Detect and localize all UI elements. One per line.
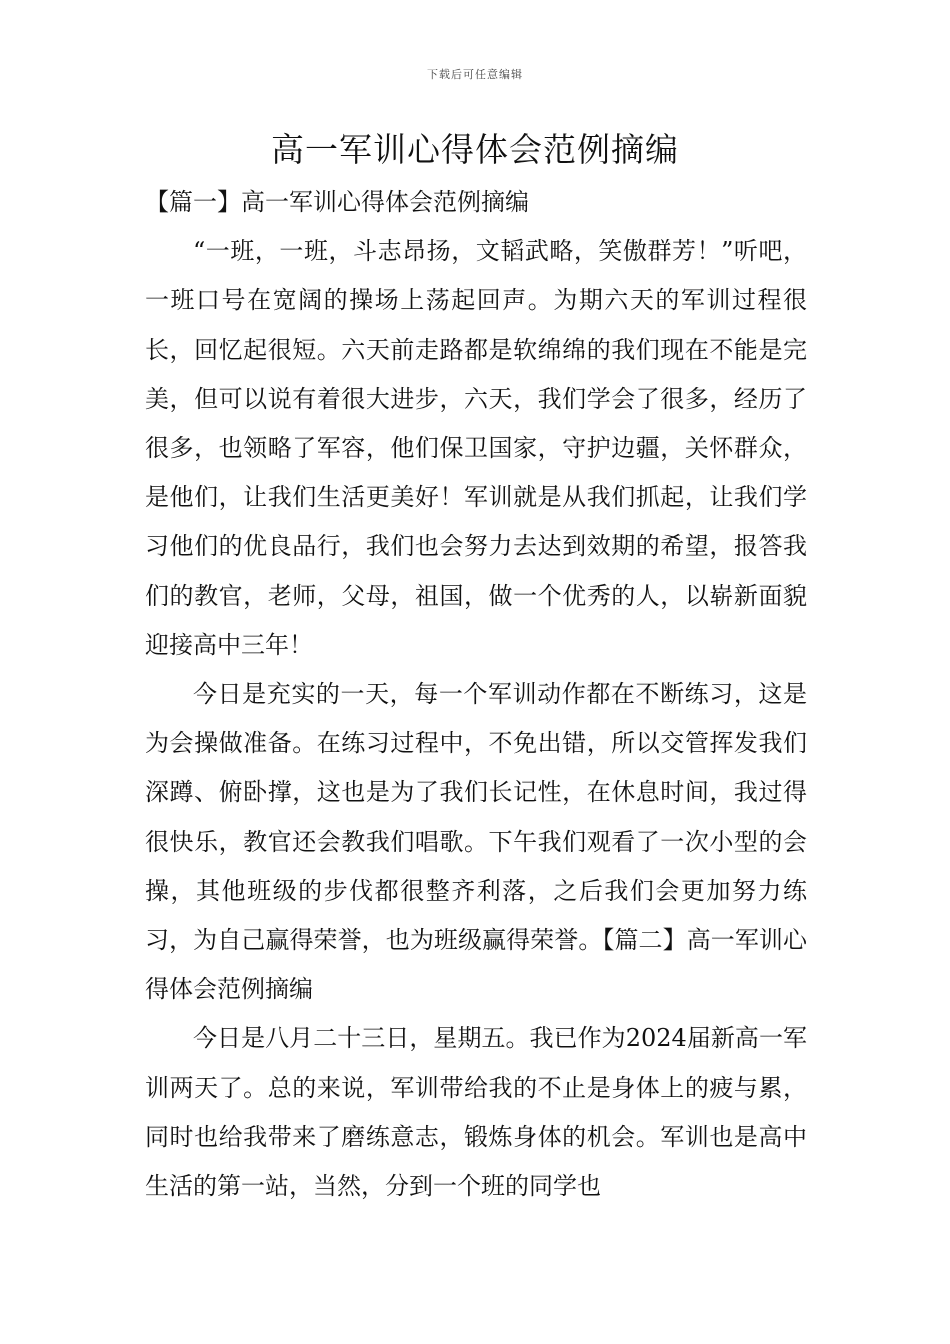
paragraph-2-text: 今日是充实的一天，每一个军训动作都在不断练习，这是为会操做准备。在练习过程中，不免出错，所以交管挥发我们深蹲、俯卧撑，这也是为了我们长记性，在休息时间，我过得很快乐，教官还会教我们唱歌。下午我们观看了一次小型的会操，其他班级的步伐都很整齐利落，之后我们会更加努力练习，为自己赢得荣誉，也为班级赢得荣誉。 (145, 680, 807, 955)
page-header-note: 下载后可任意编辑 (427, 68, 523, 81)
document-title: 高一军训心得体会范例摘编 (271, 130, 679, 169)
paragraph-2 (145, 670, 807, 1014)
section-heading-1: 【篇一】高一军训心得体会范例摘编 (145, 188, 529, 216)
document-body (145, 178, 807, 1211)
paragraph-1: “一班，一班，斗志昂扬，文韬武略，笑傲群芳！”听吧，一班口号在宽阔的操场上荡起回声。为期六天的军训过程很长，回忆起很短。六天前走路都是软绵绵的我们现在不能是完美，但可以说有着很大进步，六天，我们学会了很多，经历了很多，也领略了军容，他们保卫国家，守护边疆，关怀群众，是他们，让我们生活更美好！军训就是从我们抓起，让我们学习他们的优良品行，我们也会努力去达到效期的希望，报答我们的教官，老师，父母，祖国，做一个优秀的人，以崭新面貌迎接高中三年！ (145, 237, 807, 659)
paragraph-3: 今日是八月二十三日，星期五。我已作为2024届新高一军训两天了。总的来说，军训带给我的不止是身体上的疲与累，同时也给我带来了磨练意志，锻炼身体的机会。军训也是高中生活的第一站，当然，分到一个班的同学也 (145, 1024, 807, 1201)
section-heading-2: 【篇二】高一军训心得体会范例摘编 (145, 926, 807, 1004)
